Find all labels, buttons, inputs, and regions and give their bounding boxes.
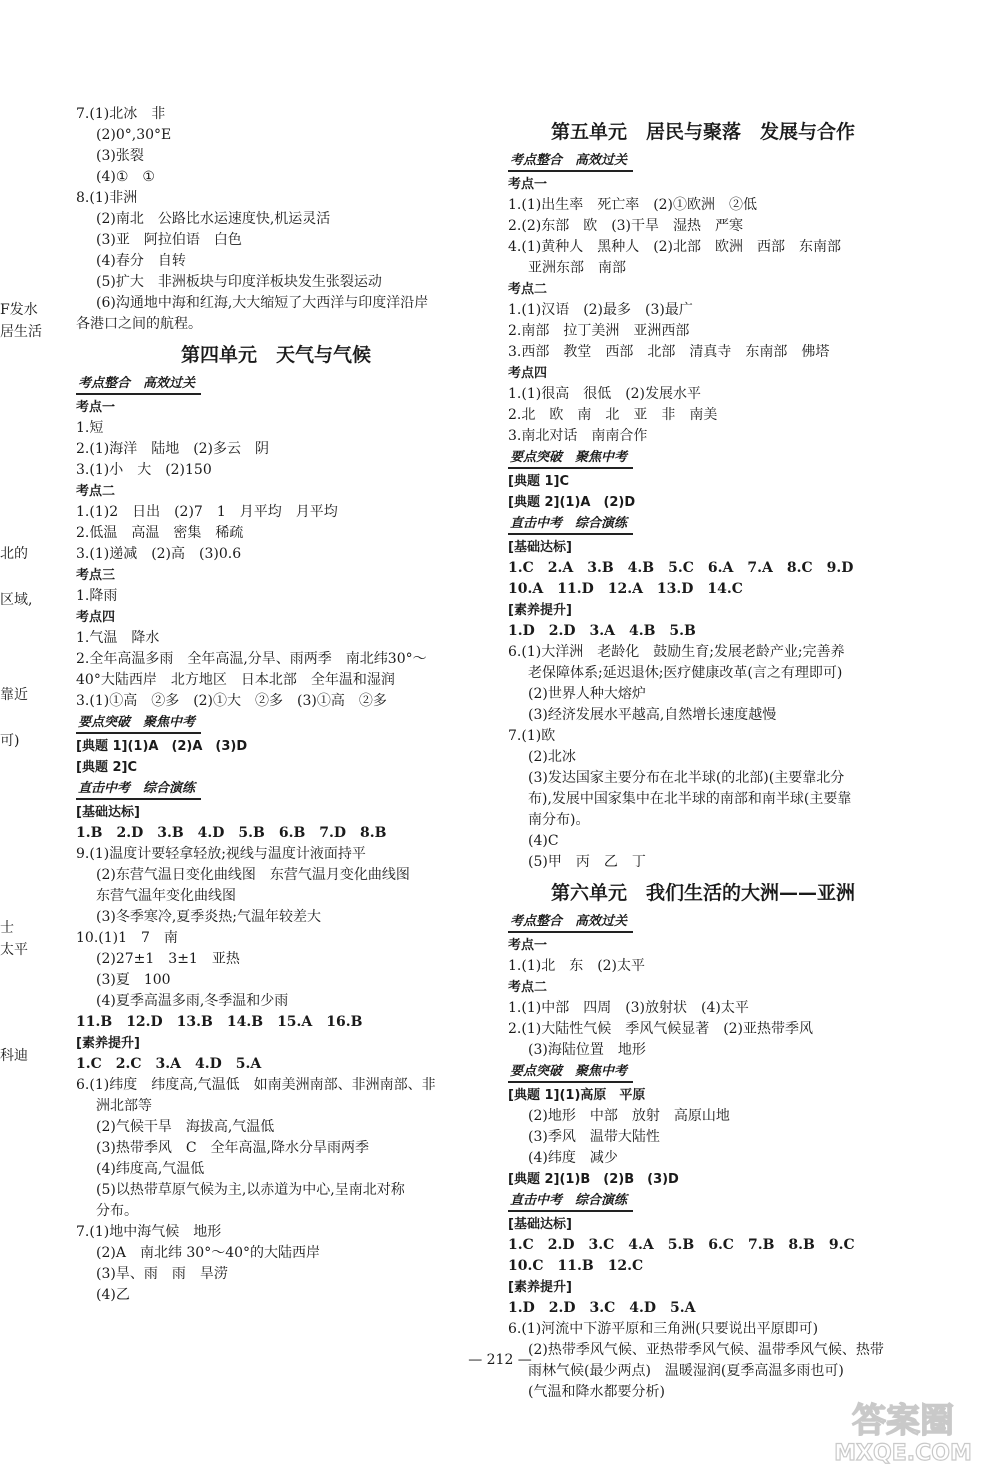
subsection-label: 考点四 [508, 366, 548, 381]
answer-line: (3)发达国家主要分布在北半球(的北部)(主要靠北分 [528, 770, 845, 786]
cropped-text-fragment: 士 [0, 920, 14, 936]
answer-line: 老保障体系;延迟退休;医疗健康改革(言之有理即可) [528, 665, 843, 681]
bracket-label-line: [基础达标] [508, 540, 572, 555]
section-banner-row [508, 447, 898, 471]
answer-line: (2)气候干旱 海拔高,气温低 [96, 1119, 275, 1135]
watermark-text-top: 答案圈 [852, 1401, 954, 1441]
section-banner-row [508, 1190, 898, 1214]
answer-line: (2)热带季风气候、亚热带季风气候、温带季风气候、热带 [528, 1342, 884, 1358]
section-banner: 要点突破 聚焦中考 [508, 1063, 633, 1083]
bracket-label-line: [典题 1]C [508, 474, 569, 489]
section-banner-row [508, 911, 898, 935]
cropped-text-fragment: 可) [0, 733, 20, 749]
answer-line: 2.(2)东部 欧 (3)干旱 湿热 严寒 [508, 218, 744, 234]
answer-line: 1.气温 降水 [76, 630, 160, 646]
answer-line: (3)热带季风 C 全年高温,降水分旱雨两季 [96, 1140, 369, 1156]
answer-line: 1.降雨 [76, 588, 118, 604]
subsection-label: 考点一 [508, 938, 548, 953]
answer-line: (3)经济发展水平越高,自然增长速度越慢 [528, 707, 777, 723]
answer-line: (5)甲 丙 乙 丁 [528, 854, 646, 870]
answer-line: 3.西部 教堂 西部 北部 清真寺 东南部 佛塔 [508, 344, 830, 360]
answer-line: 1.短 [76, 420, 104, 436]
answer-line: 7.(1)地中海气候 地形 [76, 1224, 222, 1240]
answer-line: 2.北 欧 南 北 亚 非 南美 [508, 407, 718, 423]
answer-line: 7.(1)北冰 非 [76, 106, 166, 122]
section-banner: 直击中考 综合演练 [508, 515, 633, 535]
answer-line: 2.低温 高温 密集 稀疏 [76, 525, 244, 541]
cropped-text-fragment: 居生活 [0, 324, 42, 340]
answer-line: 1.(1)出生率 死亡率 (2)①欧洲 ②低 [508, 197, 758, 213]
answer-line: (气温和降水都要分析) [528, 1384, 665, 1400]
answer-line: (4)夏季高温多雨,冬季温和少雨 [96, 993, 289, 1009]
answer-line: 布),发展中国家集中在北半球的南部和南半球(主要靠 [528, 791, 852, 807]
subsection-label: 考点二 [76, 484, 116, 499]
answer-line: (5)扩大 非洲板块与印度洋板块发生张裂运动 [96, 274, 382, 290]
answer-line: 雨林气候(最少两点) 温暖湿润(夏季高温多雨也可) [528, 1363, 844, 1379]
answer-line: (4)纬度 减少 [528, 1150, 618, 1166]
answer-line: 8.(1)非洲 [76, 190, 138, 206]
answer-line: (3)旱、雨 雨 旱涝 [96, 1266, 228, 1282]
subsection-label: 考点四 [76, 610, 116, 625]
section-banner: 考点整合 高效过关 [508, 913, 633, 933]
answer-line: 2.(1)海洋 陆地 (2)多云 阴 [76, 441, 270, 457]
choice-answers-line: 1.C 2.C 3.A 4.D 5.A [76, 1056, 262, 1072]
answer-line: 3.(1)①高 ②多 (2)①大 ②多 (3)①高 ②多 [76, 693, 387, 709]
answer-line: 1.(1)2 日出 (2)7 1 月平均 月平均 [76, 504, 338, 520]
answer-line: 2.全年高温多雨 全年高温,分旱、雨两季 南北纬30°～ [76, 651, 427, 667]
answer-line: (3)海陆位置 地形 [528, 1042, 646, 1058]
bracket-label-line: [素养提升] [508, 603, 572, 618]
answer-line: 南分布)。 [528, 812, 590, 828]
answer-line: 2.南部 拉丁美洲 亚洲西部 [508, 323, 690, 339]
choice-answers-line: 1.D 2.D 3.A 4.B 5.B [508, 623, 696, 639]
bracket-label-line: [基础达标] [76, 805, 140, 820]
cropped-text-fragment: 区域, [0, 592, 33, 608]
choice-answers-line: 1.D 2.D 3.C 4.D 5.A [508, 1300, 696, 1316]
unit-heading: 第四单元 天气与气候 [180, 344, 371, 366]
answer-line: (3)张裂 [96, 148, 144, 164]
bracket-label-line: [典题 2]C [76, 760, 137, 775]
left-column [76, 104, 476, 1306]
section-banner-row [76, 712, 476, 736]
section-banner: 直击中考 综合演练 [76, 780, 201, 800]
answer-line: 分布。 [96, 1203, 138, 1219]
right-column [508, 112, 898, 1403]
subsection-label: 考点一 [508, 177, 548, 192]
bracket-label-line: [素养提升] [508, 1280, 572, 1295]
answer-line: 6.(1)河流中下游平原和三角洲(只要说出平原即可) [508, 1321, 819, 1337]
answer-line: (4)乙 [96, 1287, 130, 1303]
section-banner-row [508, 1061, 898, 1085]
answer-line: (2)南北 公路比水运速度快,机运灵活 [96, 211, 331, 227]
answer-line: (4)春分 自转 [96, 253, 186, 269]
answer-line: 6.(1)纬度 纬度高,气温低 如南美洲南部、非洲南部、非 [76, 1077, 436, 1093]
cropped-text-fragment: 太平 [0, 942, 28, 958]
answer-line: 1.(1)很高 很低 (2)发展水平 [508, 386, 702, 402]
choice-answers-line: 11.B 12.D 13.B 14.B 15.A 16.B [76, 1014, 363, 1030]
section-banner-row [508, 150, 898, 174]
bracket-label-line: [典题 1](1)A (2)A (3)D [76, 739, 248, 754]
cropped-text-fragment: 靠近 [0, 687, 28, 703]
answer-line: (2)A 南北纬 30°～40°的大陆西岸 [96, 1245, 321, 1261]
unit-heading: 第五单元 居民与聚落 发展与合作 [550, 121, 855, 143]
answer-line: (4)C [528, 833, 559, 849]
answer-line: 洲北部等 [96, 1098, 152, 1114]
cropped-text-fragment: F发水 [0, 302, 38, 318]
answer-line: 4.(1)黄种人 黑种人 (2)北部 欧洲 西部 东南部 [508, 239, 842, 255]
answer-line: 亚洲东部 南部 [528, 260, 626, 276]
answer-line: 40°大陆西岸 北方地区 日本北部 全年温和湿润 [76, 672, 395, 688]
answer-line: (2)地形 中部 放射 高原山地 [528, 1108, 730, 1124]
cropped-text-fragment: 科迪 [0, 1048, 28, 1064]
answer-line: 3.(1)小 大 (2)150 [76, 462, 212, 478]
section-banner: 要点突破 聚焦中考 [508, 449, 633, 469]
subsection-label: 考点一 [76, 400, 116, 415]
bracket-label-line: [典题 2](1)B (2)B (3)D [508, 1172, 679, 1187]
choice-answers-line: 1.C 2.A 3.B 4.B 5.C 6.A 7.A 8.C 9.D [508, 560, 854, 576]
answer-line: 3.(1)递减 (2)高 (3)0.6 [76, 546, 242, 562]
answer-line: (2)0°,30°E [96, 127, 172, 143]
cropped-text-fragment: 北的 [0, 546, 28, 562]
answer-line: 1.(1)中部 四周 (3)放射状 (4)太平 [508, 1000, 749, 1016]
answer-line: (5)以热带草原气候为主,以赤道为中心,呈南北对称 [96, 1182, 405, 1198]
answer-line: 2.(1)大陆性气候 季风气候显著 (2)亚热带季风 [508, 1021, 814, 1037]
bracket-label-line: [基础达标] [508, 1217, 572, 1232]
answer-line: (3)亚 阿拉伯语 白色 [96, 232, 242, 248]
answer-line: (6)沟通地中海和红海,大大缩短了大西洋与印度洋沿岸 [96, 295, 429, 311]
answer-line: 各港口之间的航程。 [76, 316, 202, 332]
answer-line: (2)北冰 [528, 749, 576, 765]
watermark-logo [818, 1396, 988, 1466]
section-banner: 直击中考 综合演练 [508, 1192, 633, 1212]
section-banner-row [76, 778, 476, 802]
section-banner: 要点突破 聚焦中考 [76, 714, 201, 734]
answer-line: (2)27±1 3±1 亚热 [96, 951, 240, 967]
section-banner-row [508, 513, 898, 537]
section-banner-row [76, 373, 476, 397]
section-banner: 考点整合 高效过关 [76, 375, 201, 395]
answer-line: 10.(1)1 7 南 [76, 930, 178, 946]
answer-line: (2)东营气温日变化曲线图 东营气温月变化曲线图 [96, 867, 410, 883]
answer-line: (3)冬季寒冷,夏季炎热;气温年较差大 [96, 909, 321, 925]
subsection-label: 考点三 [76, 568, 116, 583]
answer-line: 东营气温年变化曲线图 [96, 888, 236, 904]
answer-line: 1.(1)汉语 (2)最多 (3)最广 [508, 302, 693, 318]
answer-line: 9.(1)温度计要轻拿轻放;视线与温度计液面持平 [76, 846, 366, 862]
choice-answers-line: 1.C 2.D 3.C 4.A 5.B 6.C 7.B 8.B 9.C [508, 1237, 855, 1253]
answer-line: 7.(1)欧 [508, 728, 556, 744]
answer-line: 1.(1)北 东 (2)太平 [508, 958, 646, 974]
choice-answers-line: 10.C 11.B 12.C [508, 1258, 644, 1274]
section-banner: 考点整合 高效过关 [508, 152, 633, 172]
answer-line: (3)夏 100 [96, 972, 171, 988]
answer-line: (4)① ① [96, 169, 155, 185]
answer-line: (4)纬度高,气温低 [96, 1161, 205, 1177]
choice-answers-line: 1.B 2.D 3.B 4.D 5.B 6.B 7.D 8.B [76, 825, 387, 841]
subsection-label: 考点二 [508, 980, 548, 995]
subsection-label: 考点二 [508, 282, 548, 297]
answer-line: (3)季风 温带大陆性 [528, 1129, 660, 1145]
choice-answers-line: 10.A 11.D 12.A 13.D 14.C [508, 581, 743, 597]
answer-line: 6.(1)大洋洲 老龄化 鼓励生育;发展老龄产业;完善养 [508, 644, 845, 660]
answer-line: (2)世界人种大熔炉 [528, 686, 646, 702]
bracket-label-line: [典题 1](1)高原 平原 [508, 1088, 646, 1103]
watermark-text-bottom: MXQE.COM [834, 1441, 972, 1466]
bracket-label-line: [典题 2](1)A (2)D [508, 495, 636, 510]
answer-line: 3.南北对话 南南合作 [508, 428, 648, 444]
unit-heading: 第六单元 我们生活的大洲——亚洲 [550, 882, 855, 904]
bracket-label-line: [素养提升] [76, 1036, 140, 1051]
page-number: — 212 — [468, 1352, 532, 1368]
